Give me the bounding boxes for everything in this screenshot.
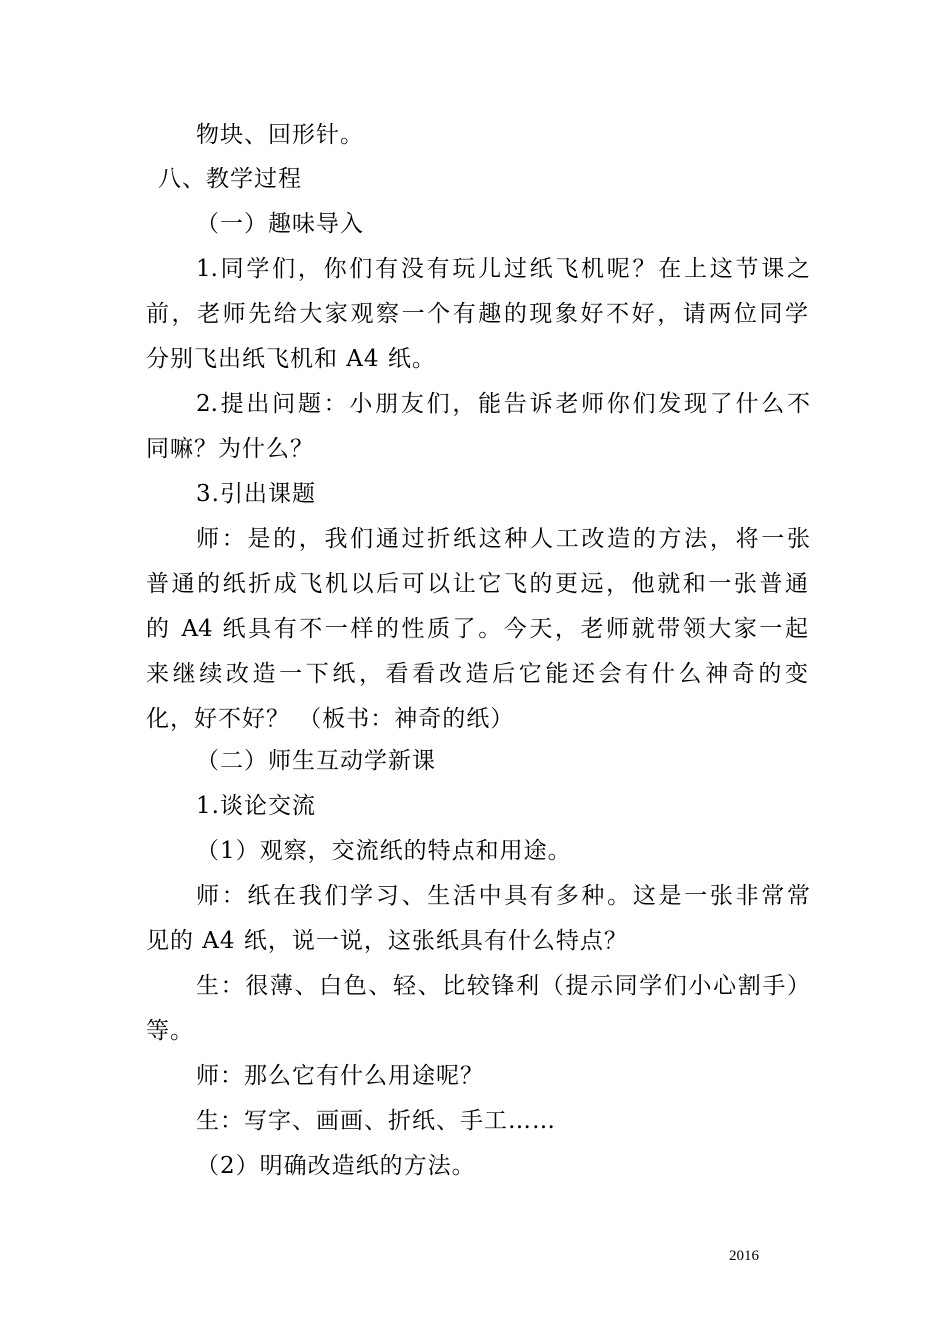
text-line: 师：纸在我们学习、生活中具有多种。这是一张非常常 (196, 883, 810, 909)
text-line: 的 A4 纸具有不一样的性质了。今天，老师就带领大家一起 (146, 616, 808, 642)
text-line: 物块、回形针。 (196, 122, 364, 148)
text-line: 等。 (146, 1018, 194, 1044)
text-line: （2）明确改造纸的方法。 (196, 1153, 476, 1179)
text-line: 3.引出课题 (196, 481, 316, 507)
text-line: 师：是的，我们通过折纸这种人工改造的方法，将一张 (196, 526, 810, 552)
text-line: 生：很薄、白色、轻、比较锋利（提示同学们小心割手） (196, 973, 810, 999)
section-heading: 八、教学过程 (158, 166, 302, 192)
subsection-heading: （一）趣味导入 (196, 211, 364, 237)
page-number: 2016 (729, 1248, 759, 1264)
text-line: 来继续改造一下纸，看看改造后它能还会有什么神奇的变 (146, 661, 808, 687)
text-line: 化，好不好？ （板书：神奇的纸） (146, 706, 515, 732)
subsection-heading: （二）师生互动学新课 (196, 748, 436, 774)
text-line: 生：写字、画画、折纸、手工…… (196, 1108, 556, 1134)
text-line: 师：那么它有什么用途呢？ (196, 1063, 484, 1089)
text-line: 1.谈论交流 (196, 793, 316, 819)
text-line: 普通的纸折成飞机以后可以让它飞的更远，他就和一张普通 (146, 571, 808, 597)
text-line: 分别飞出纸飞机和 A4 纸。 (146, 346, 436, 372)
text-line: （1）观察，交流纸的特点和用途。 (196, 838, 572, 864)
text-line: 前，老师先给大家观察一个有趣的现象好不好，请两位同学 (146, 301, 808, 327)
text-line: 2.提出问题：小朋友们，能告诉老师你们发现了什么不 (196, 391, 810, 417)
text-line: 见的 A4 纸，说一说，这张纸具有什么特点？ (146, 928, 628, 954)
text-line: 1.同学们，你们有没有玩儿过纸飞机呢？在上这节课之 (196, 256, 810, 282)
text-line: 同嘛？为什么？ (146, 436, 314, 462)
